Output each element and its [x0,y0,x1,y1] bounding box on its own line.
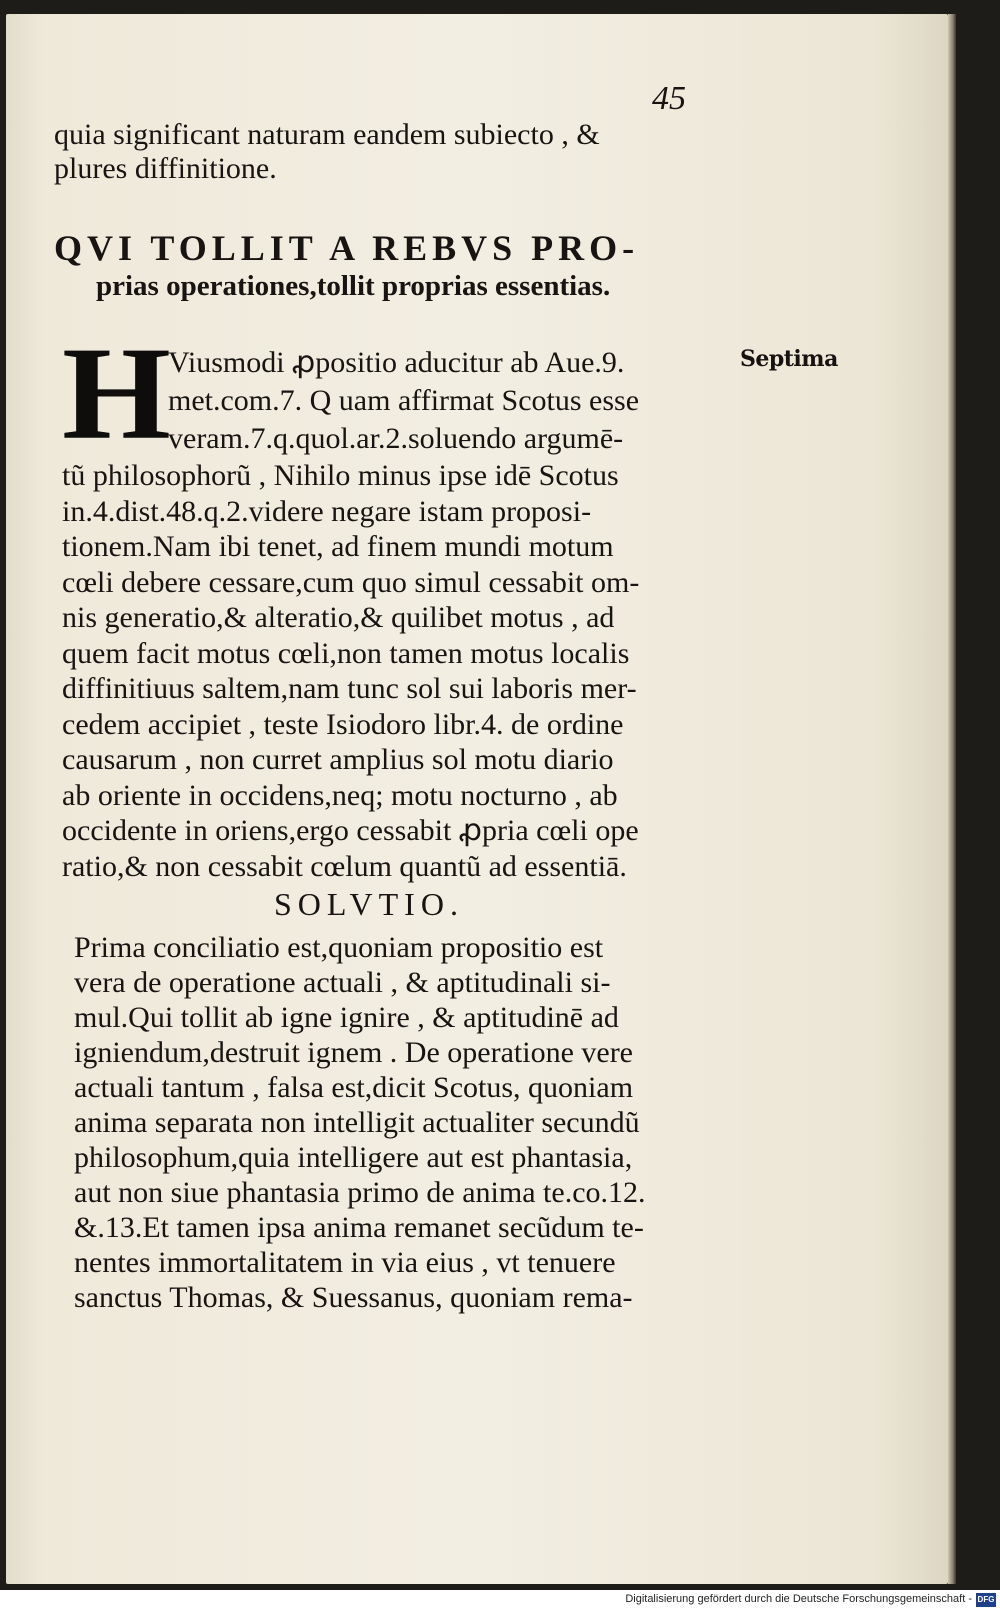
drop-cap: H [62,319,171,468]
text-line: diffinitiuus saltem,nam tunc sol sui laboris mer- [62,672,637,705]
text-line: cœli debere cessare,cum quo simul cessabit om- [62,565,640,599]
text-line: cedem accipiet , teste Isiodoro libr.4. de ordine [62,707,624,741]
top-line: quia significant naturam eandem subiecto , & [54,118,600,151]
text-line: quem facit motus cœli,non tamen motus localis [62,636,630,670]
text-line: tũ philosophorũ , Nihilo minus ipse idē Scotus [62,459,619,492]
text-line: ratio,& non cessabit cœlum quantũ ad essentiā. [62,849,627,883]
paragraph-1-indented [168,344,639,458]
page-number: 45 [652,80,686,117]
text-line: actuali tantum , falsa est,dicit Scotus, quoniam [74,1071,634,1104]
text-line: vera de operatione actuali , & aptitudinali si- [74,966,611,999]
paragraph-2 [74,930,646,1315]
text-line: sanctus Thomas, & Suessanus, quoniam rema- [74,1281,633,1314]
text-line: igniendum,destruit ignem . De operatione vere [74,1036,633,1069]
text-line: mul.Qui tollit ab igne ignire , & aptitudinē ad [74,1001,619,1034]
text-line: met.com.7. Q uam affirmat Scotus esse [168,384,640,417]
text-line: Viusmodi ꝓpositio aducitur ab Aue.9. [168,346,625,379]
heading-line-2: prias operationes,tollit proprias essentias. [96,270,611,302]
top-lines [54,118,600,186]
text-line: veram.7.q.quol.ar.2.soluendo argumē- [168,422,624,455]
top-line: plures diffinitione. [54,152,277,185]
text-line: Prima conciliatio est,quoniam propositio est [74,931,604,964]
text-line: occidente in oriens,ergo cessabit ꝓpria cœli ope [62,814,639,847]
text-line: anima separata non intelligit actualiter secundũ [74,1106,640,1139]
text-line: nentes immortalitatem in via eius , vt tenuere [74,1246,616,1279]
section-subheading [96,268,610,304]
solutio-heading: SOLVTIO. [274,886,464,922]
heading-line-1: QVI TOLLIT A REBVS PRO- [54,228,640,268]
text-line: &.13.Et tamen ipsa anima remanet secũdum te- [74,1211,644,1244]
page-edge [948,14,956,1584]
text-line: ab oriente in occidens,neq; motu nocturno , ab [62,778,618,812]
dfg-logo[interactable]: DFG [976,1593,996,1607]
section-heading [54,226,639,270]
footer-credit: Digitalisierung gefördert durch die Deutsche Forschungsgemeinschaft - [625,1593,972,1605]
text-line: in.4.dist.48.q.2.videre negare istam proposi- [62,494,592,528]
text-line: aut non siue phantasia primo de anima te.co.12. [74,1176,646,1209]
margin-note: Septima [740,346,838,372]
paragraph-1 [62,458,639,884]
text-line: philosophum,quia intelligere aut est phantasia, [74,1141,633,1174]
text-line: causarum , non curret amplius sol motu diario [62,743,614,776]
text-line: nis generatio,& alteratio,& quilibet motus , ad [62,601,615,634]
text-line: tionem.Nam ibi tenet, ad finem mundi motum [62,530,614,563]
